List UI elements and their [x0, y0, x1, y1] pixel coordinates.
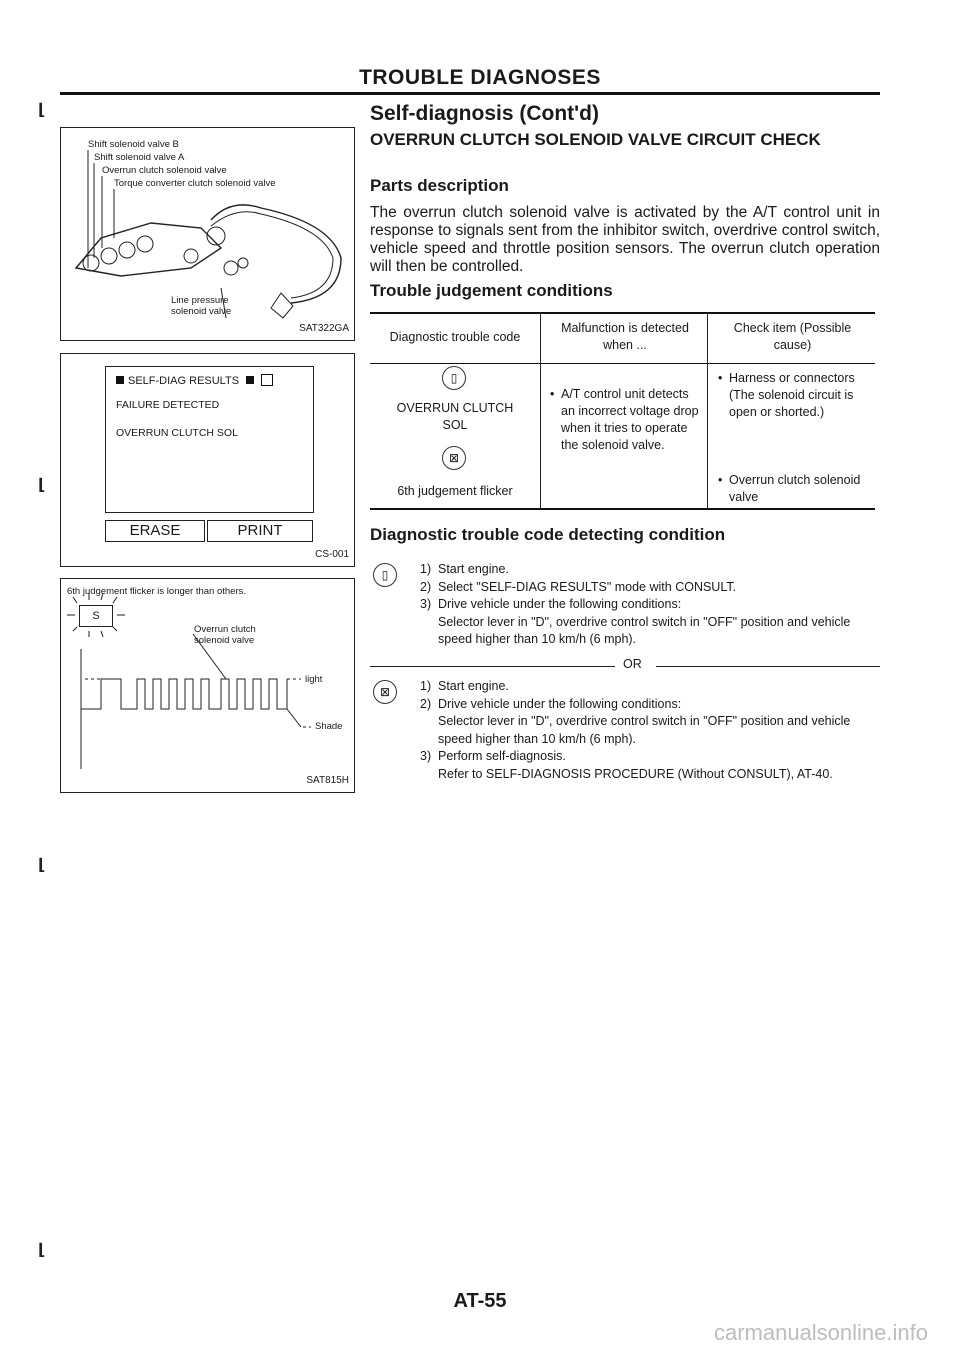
figure-id: SAT322GA	[299, 323, 349, 334]
flicker-valve-label: Overrun clutch solenoid valve	[194, 624, 256, 646]
label-line-pressure-solenoid: Line pressure solenoid valve	[171, 295, 232, 317]
consult-step-3-detail: Selector lever in "D", overdrive control switch in "OFF" position and vehicle speed higher than 10 km/h (6 mph).	[438, 614, 851, 646]
header-rule	[60, 92, 880, 95]
label-shift-solenoid-b: Shift solenoid valve B	[88, 139, 179, 150]
square-bullet-icon	[246, 376, 254, 384]
page-number: AT-55	[453, 1290, 507, 1312]
consult-display	[105, 366, 314, 513]
figure-id: CS-001	[315, 549, 349, 560]
column-header-malfunction: Malfunction is detected when ...	[561, 321, 689, 352]
column-header-check: Check item (Possible cause)	[733, 321, 852, 352]
table-divider	[707, 313, 708, 509]
check-item-2: • Overrun clutch solenoid valve	[729, 472, 869, 506]
flicker-caption: 6th judgement flicker is longer than others.	[67, 586, 247, 597]
parts-description-text: The overrun clutch solenoid valve is activated by the A/T control unit in response to signals sent from the inhibitor switch, overdrive control switch, vehicle speed and throttle position sensors. The overrun clutch operation will then be controlled.	[370, 204, 880, 275]
consult-step-3: Drive vehicle under the following conditions:	[438, 597, 682, 611]
screen-title: SELF-DIAG RESULTS	[128, 375, 240, 387]
margin-mark: ⌊	[38, 857, 46, 874]
no-consult-icon: ⊠	[373, 680, 397, 704]
consult-steps: 1) Start engine. 2) Select "SELF-DIAG RESULTS" mode with CONSULT. 3) Drive vehicle under the following conditions: Selector lever in "D", overdrive control switch in "OFF" position and vehicle speed higher than 10 km/h (6 mph).	[420, 561, 880, 649]
or-rule-right	[656, 666, 880, 667]
code-flicker: 6th judgement flicker	[397, 484, 513, 498]
malfunction-text: • A/T control unit detects an incorrect voltage drop when it tries to operate the solenoid valve.	[561, 386, 701, 454]
watermark: carmanualsonline.info	[713, 1320, 928, 1345]
or-rule-left	[370, 666, 615, 667]
no-consult-step-3: Perform self-diagnosis.	[438, 749, 566, 763]
check-item-1: • Harness or connectors (The solenoid circuit is open or shorted.)	[729, 370, 869, 421]
table-bottom-rule	[370, 508, 875, 510]
failure-result: OVERRUN CLUTCH SOL	[116, 427, 238, 439]
subsection-title: OVERRUN CLUTCH SOLENOID VALVE CIRCUIT CHECK	[370, 130, 821, 149]
no-consult-steps: 1) Start engine. 2) Drive vehicle under the following conditions: Selector lever in "D", overdrive control switch in "OFF" position and vehicle speed higher than 10 km/h (6 mph). 3) Perform self-diagnosis. Refer to SELF-DIAGNOSIS PROCEDURE (Without CONSULT), AT-40.	[420, 678, 880, 783]
lamp-label: S	[92, 610, 100, 622]
figure-flicker-pattern	[60, 578, 355, 793]
figure-consult-screen	[60, 353, 355, 567]
light-label: light	[305, 674, 323, 685]
or-label: OR	[623, 657, 642, 671]
consult-icon: ▯	[373, 563, 397, 587]
label-overrun-solenoid: Overrun clutch solenoid valve	[102, 165, 227, 176]
label-torque-converter-solenoid: Torque converter clutch solenoid valve	[114, 178, 276, 189]
parts-description-heading: Parts description	[370, 176, 509, 195]
column-header-code: Diagnostic trouble code	[389, 330, 521, 344]
flicker-waveform	[61, 579, 354, 792]
table-divider	[540, 313, 541, 509]
code-name-line1: OVERRUN CLUTCH	[396, 401, 514, 415]
margin-mark: ⌊	[38, 102, 46, 119]
consult-icon: ▯	[442, 366, 466, 390]
no-consult-step-3-detail: Refer to SELF-DIAGNOSIS PROCEDURE (Without CONSULT), AT-40.	[438, 766, 833, 781]
code-name-line2: SOL	[442, 418, 468, 432]
margin-mark: ⌊	[38, 477, 46, 494]
no-consult-step-1: Start engine.	[438, 679, 509, 693]
consult-step-1: Start engine.	[438, 562, 509, 576]
figure-id: SAT815H	[306, 775, 349, 786]
no-consult-icon: ⊠	[442, 446, 466, 470]
figure-solenoid-valves	[60, 127, 355, 341]
consult-step-2: Select "SELF-DIAG RESULTS" mode with CONSULT.	[438, 579, 737, 594]
screen-title-row	[116, 374, 273, 387]
no-consult-step-2-detail: Selector lever in "D", overdrive control switch in "OFF" position and vehicle speed higher than 10 km/h (6 mph).	[438, 714, 851, 746]
page-header-title: TROUBLE DIAGNOSES	[359, 66, 601, 89]
no-consult-step-2: Drive vehicle under the following conditions:	[438, 696, 682, 711]
table-top-rule	[370, 312, 875, 314]
square-bullet-icon	[116, 376, 124, 384]
print-button[interactable]: PRINT	[207, 520, 313, 542]
table-header-rule	[370, 363, 875, 364]
trouble-judgement-heading: Trouble judgement conditions	[370, 281, 613, 300]
margin-mark: ⌊	[38, 1242, 46, 1259]
print-box-icon	[261, 374, 273, 386]
label-shift-solenoid-a: Shift solenoid valve A	[94, 152, 185, 163]
failure-label: FAILURE DETECTED	[116, 399, 220, 411]
erase-button[interactable]: ERASE	[105, 520, 205, 542]
shade-label: Shade	[315, 721, 343, 732]
detecting-condition-heading: Diagnostic trouble code detecting condition	[370, 525, 726, 544]
trouble-judgement-table	[370, 308, 875, 513]
section-title: Self-diagnosis (Cont'd)	[370, 102, 599, 125]
